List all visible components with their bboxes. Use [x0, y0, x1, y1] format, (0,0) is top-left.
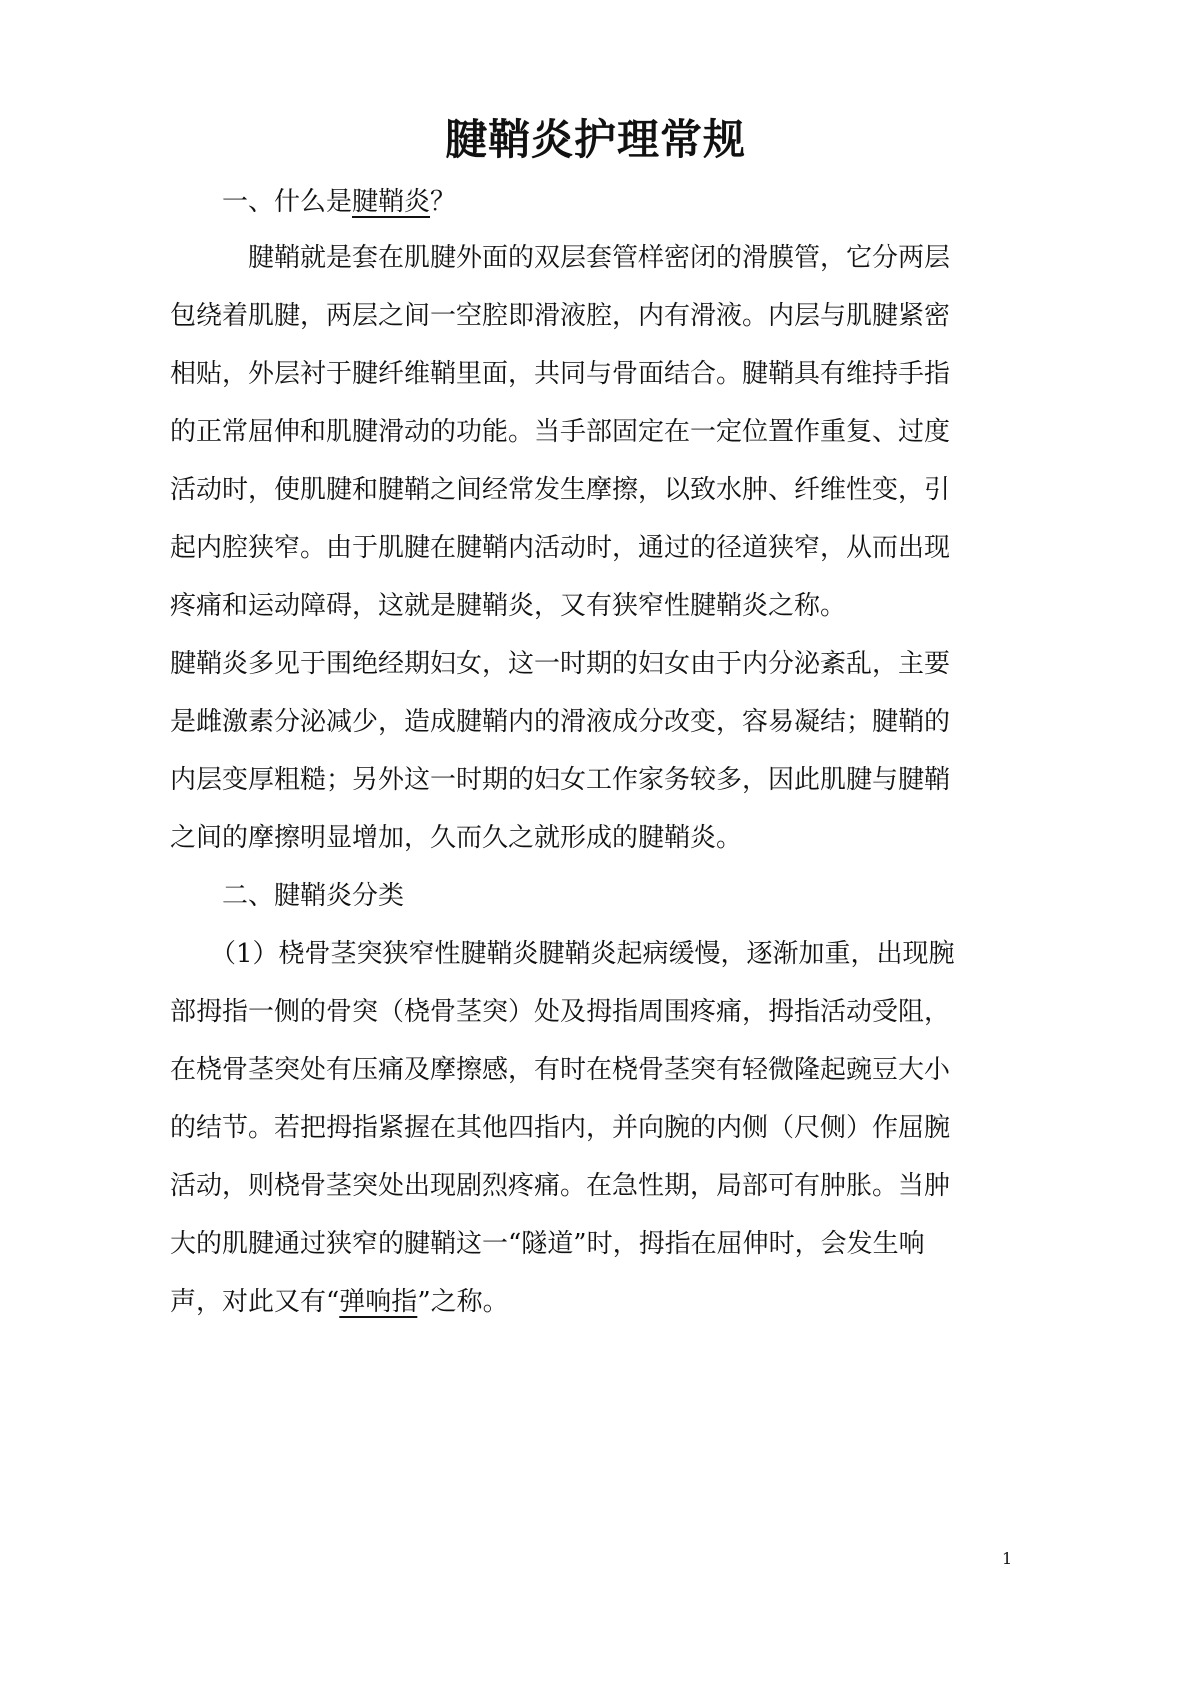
heading-suffix: ？: [430, 187, 457, 217]
paragraph-1-line: 活动时，使肌腱和腱鞘之间经常发生摩擦，以致水肿、纤维性变，引: [170, 475, 951, 505]
paragraph-1-line: 的正常屈伸和肌腱滑动的功能。当手部固定在一定位置作重复、过度: [170, 417, 951, 447]
heading-prefix: 一、什么是: [222, 187, 353, 217]
paragraph-3-line: 在桡骨茎突处有压痛及摩擦感，有时在桡骨茎突有轻微隆起豌豆大小: [170, 1055, 951, 1085]
paragraph-3-line: 活动，则桡骨茎突处出现剧烈疼痛。在急性期，局部可有肿胀。当肿: [170, 1171, 951, 1201]
paragraph-3-line: 的结节。若把拇指紧握在其他四指内，并向腕的内侧（尺侧）作屈腕: [170, 1113, 951, 1143]
paragraph-2-line: 是雌激素分泌减少，造成腱鞘内的滑液成分改变，容易凝结；腱鞘的: [170, 707, 951, 737]
paragraph-1-line: 包绕着肌腱，两层之间一空腔即滑液腔，内有滑液。内层与肌腱紧密: [170, 301, 951, 331]
section-heading-classification: 二、腱鞘炎分类: [222, 881, 405, 911]
paragraph-1-line: 腱鞘就是套在肌腱外面的双层套管样密闭的滑膜管，它分两层: [248, 243, 951, 273]
last-line-suffix: ”之称。: [417, 1287, 509, 1317]
document-title: 腱鞘炎护理常规: [444, 115, 746, 164]
paragraph-3-line: （1）桡骨茎突狭窄性腱鞘炎腱鞘炎起病缓慢，逐渐加重，出现腕: [210, 939, 955, 969]
paragraph-1-line: 起内腔狭窄。由于肌腱在腱鞘内活动时，通过的径道狭窄，从而出现: [170, 533, 951, 563]
paragraph-3-line: 部拇指一侧的骨突（桡骨茎突）处及拇指周围疼痛，拇指活动受阻，: [170, 997, 951, 1027]
heading-underlined-term: 腱鞘炎: [352, 187, 431, 217]
paragraph-1-line: 疼痛和运动障碍，这就是腱鞘炎，又有狭窄性腱鞘炎之称。: [170, 591, 847, 621]
paragraph-2-line: 内层变厚粗糙；另外这一时期的妇女工作家务较多，因此肌腱与腱鞘: [170, 765, 951, 795]
paragraph-2-line: 之间的摩擦明显增加，久而久之就形成的腱鞘炎。: [170, 823, 743, 853]
page-number: 1: [1002, 1549, 1013, 1568]
paragraph-3-line: 大的肌腱通过狭窄的腱鞘这一“隧道”时，拇指在屈伸时，会发生响: [170, 1229, 925, 1259]
paragraph-3-last-line: [170, 1282, 509, 1322]
section-heading-what-is: [222, 182, 456, 222]
paragraph-2-line: 腱鞘炎多见于围绝经期妇女，这一时期的妇女由于内分泌紊乱，主要: [170, 649, 951, 679]
last-line-prefix: 声，对此又有“: [170, 1287, 340, 1317]
paragraph-1-line: 相贴，外层衬于腱纤维鞘里面，共同与骨面结合。腱鞘具有维持手指: [170, 359, 951, 389]
last-line-underlined-term: 弹响指: [339, 1287, 418, 1317]
